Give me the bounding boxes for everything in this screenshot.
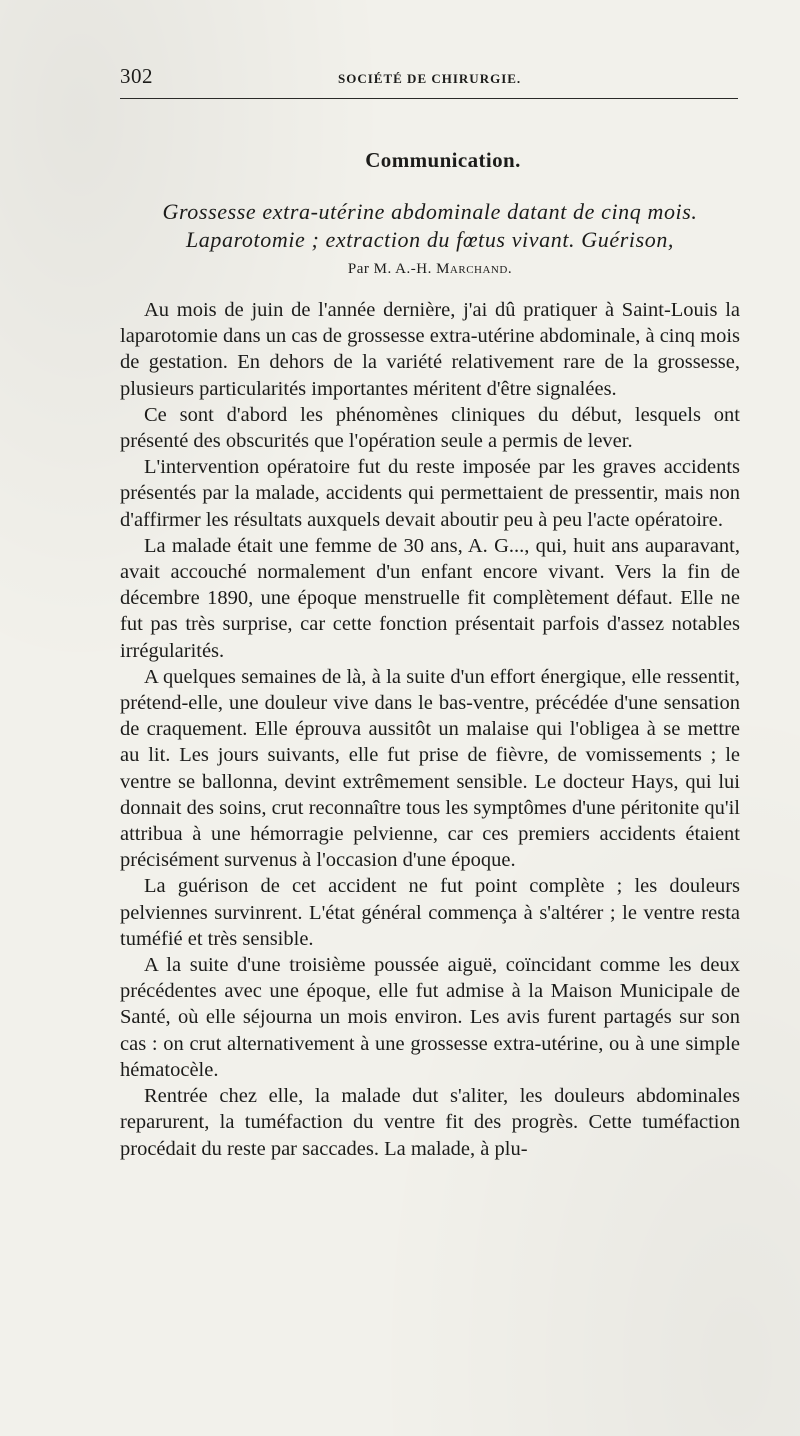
page-number: 302 xyxy=(120,64,153,88)
paragraph: A quelques semaines de là, à la suite d'un effort énergique, elle ressentit, prétend-elle, une douleur vive dans le bas-ventre, précédée d'une sensation de craquement. Elle éprouva aussitôt un malaise qui l'obligea à se mettre au lit. Les jours suivants, elle fut prise de fièvre, de vomissements ; le ventre se ballonna, devint extrêmement sensible. Le docteur Hays, qui lui donnait des soins, crut reconnaître tous les symptômes d'une péritonite qu'il attribua à une hémorragie pelvienne, car ces premiers accidents étaient précisément survenus à l'occasion d'une époque. xyxy=(120,665,740,872)
page-header xyxy=(120,64,738,99)
paragraph: Au mois de juin de l'année dernière, j'ai dû pratiquer à Saint-Louis la laparotomie dans un cas de grossesse extra-utérine abdominale, à cinq mois de gestation. En dehors de la variété relativement rare de la grossesse, plusieurs particularités importantes méritent d'être signalées. xyxy=(120,299,740,400)
paragraph: Rentrée chez elle, la malade dut s'aliter, les douleurs abdominales reparurent, la tuméfaction du ventre fit des progrès. Cette tuméfaction procédait du reste par saccades. La malade, à plu- xyxy=(120,1085,740,1160)
section-title: Communication. xyxy=(365,148,521,172)
article-subtitle-line-1: Grossesse extra-utérine abdominale datant de cinq mois. xyxy=(162,199,698,224)
author-line xyxy=(120,261,740,278)
author-name: Marchand. xyxy=(436,261,513,277)
author-prefix: Par M. A.-H. xyxy=(347,261,432,277)
paragraph: La guérison de cet accident ne fut point complète ; les douleurs pelviennes survinrent. L'état général commença à s'altérer ; le ventre resta tuméfié et très sensible. xyxy=(120,875,740,950)
article-body xyxy=(120,297,740,1162)
paragraph: La malade était une femme de 30 ans, A. G..., qui, huit ans auparavant, avait accouché normalement d'un enfant encore vivant. Vers la fin de décembre 1890, une époque menstruelle fit complètement défaut. Elle ne fut pas très surprise, car cette fonction présentait parfois d'assez notables irrégularités. xyxy=(120,534,740,662)
article-subtitle-line-2: Laparotomie ; extraction du fœtus vivant. Guérison, xyxy=(185,227,675,252)
paragraph: L'intervention opératoire fut du reste imposée par les graves accidents présentés par la malade, accidents qui permettaient de pressentir, mais non d'affirmer les résultats auxquels devait aboutir peu à peu l'acte opératoire. xyxy=(120,456,740,531)
paragraph: Ce sont d'abord les phénomènes cliniques du début, lesquels ont présenté des obscurités que l'opération seule a permis de lever. xyxy=(120,403,740,453)
paragraph: A la suite d'une troisième poussée aiguë, coïncidant comme les deux précédentes avec une époque, elle fut admise à la Maison Municipale de Santé, où elle séjourna un mois environ. Les avis furent partagés sur son cas : on crut alternativement à une grossesse extra-utérine, ou à une simple hématocèle. xyxy=(120,954,740,1081)
running-head: SOCIÉTÉ DE CHIRURGIE. xyxy=(338,71,522,86)
